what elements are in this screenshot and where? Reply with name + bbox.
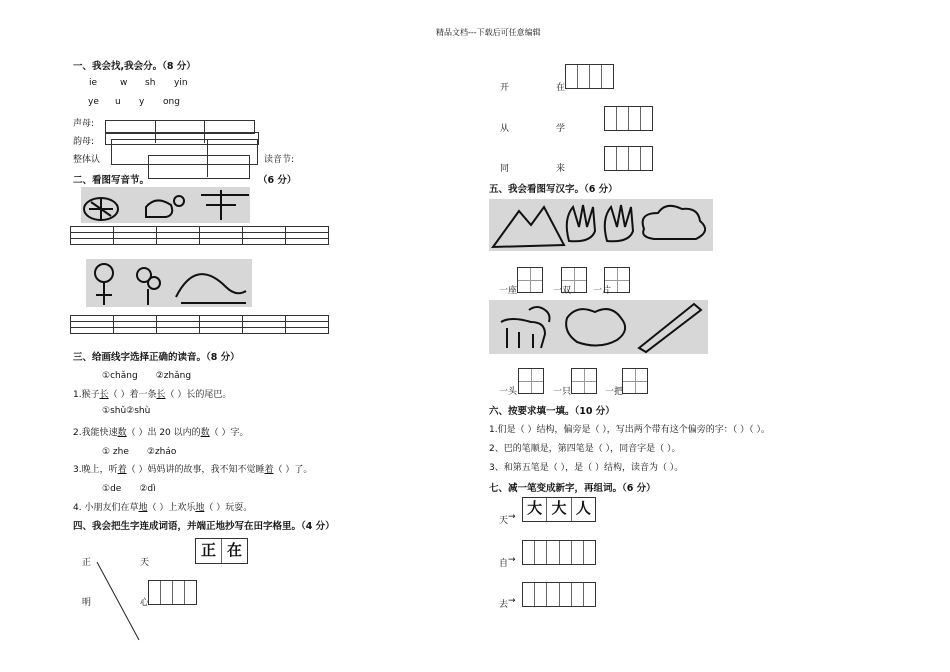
r-write-grid[interactable] [604,106,653,131]
r-word[interactable]: 在 [556,83,566,93]
s7-answer-box [522,497,596,522]
flowers-drawing [86,259,252,307]
s5-label: 一头 [499,387,518,397]
s4-word[interactable]: 正 [82,558,92,568]
s3-question-2: 2.我能快速数（ ）出 20 以内的数（ ）字。 [73,428,249,438]
s1-item: ong [163,97,180,107]
s3-question-3: 3.晚上，听着（ ）妈妈讲的故事，我不知不觉睡着（ ）了。 [73,465,313,475]
s1-item: ie [89,78,98,88]
divider [155,120,156,132]
section5-title: 五、我会看图写汉字。（6 分） [489,184,618,195]
box-char: 正 [196,539,222,563]
section3-title: 三、给画线字选择正确的读音。（8 分） [73,352,240,363]
s1-item: y [139,97,145,107]
arrow-icon: → [508,512,516,522]
tian-grid[interactable] [571,368,597,394]
animals-image [81,187,250,223]
s3-options-3: ① zhe ②zháo [102,447,177,457]
s7-char: 自 [499,559,509,569]
r-word[interactable]: 从 [500,124,510,134]
tian-grid[interactable] [561,267,587,293]
r-write-grid[interactable] [565,64,614,89]
box-char: 人 [575,499,591,517]
box-char: 大 [523,498,547,521]
s5-label: 一把 [605,387,624,397]
r-word[interactable]: 学 [556,124,566,134]
page-header: 精品文档---下载后可任意编辑 [436,28,541,37]
s6-question-2: 2、巴的笔顺是，第四笔是（ ），同音字是（ ）。 [489,444,681,454]
s4-word[interactable]: 天 [140,558,150,568]
box-char: 在 [226,541,242,559]
r-word[interactable]: 开 [500,83,510,93]
s4-answer-box [195,538,248,564]
mountain-hands-cloud-drawing [489,199,713,251]
arrow-icon: → [508,596,516,606]
ox-sheep-ruler-drawing [489,300,708,354]
s1-item: yin [174,78,188,88]
s3-options-2: ①shǔ②shù [102,406,151,416]
flowers-image [86,259,252,307]
animals-ruler-image [489,300,708,354]
s3-options-1: ①chǎng ②zhǎng [102,371,192,381]
pinyin-grid-1[interactable] [70,226,329,245]
s7-write-grid[interactable] [522,582,596,607]
s3-question-1: 1.猴子长（ ）着一条长（ ）长的尾巴。 [73,390,232,400]
landscape-image [489,199,713,251]
divider [207,139,208,177]
connect-line [95,560,145,642]
r-word[interactable]: 同 [500,164,510,174]
s3-question-4: 4. 小朋友们在草地（ ）上欢乐地（ ）玩耍。 [73,503,253,513]
box-char: 大 [547,498,571,521]
dupin-label: 读音节: [264,155,295,165]
s5-label: 一片 [593,286,612,296]
animals-drawing [81,187,250,223]
s6-question-1: 1.们是（ ）结构，偏旁是（ ），写出两个带有这个偏旁的字：（ ）（ ）。 [489,425,771,435]
tian-grid[interactable] [604,267,630,293]
s1-item: w [120,78,128,88]
s5-label: 一双 [553,286,572,296]
s4-word[interactable]: 明 [82,598,92,608]
zhengti-label: 整体认 [73,155,101,165]
s1-item: ye [88,97,99,107]
arrow-icon: → [508,555,516,565]
tian-grid[interactable] [622,368,648,394]
tian-grid[interactable] [518,368,544,394]
s7-write-grid[interactable] [522,540,596,565]
r-word[interactable]: 来 [556,164,566,174]
s7-char: 去 [499,600,509,610]
divider [204,120,205,132]
s1-item: sh [145,78,156,88]
tian-grid[interactable] [517,267,543,293]
section2-title: 二、看图写音节。 [73,175,150,186]
s5-label: 一座 [499,286,518,296]
s6-question-3: 3、和第五笔是（ ），是（ ）结构，读音为（ ）。 [489,463,684,473]
shengmu-label: 声母: [73,119,95,129]
section6-title: 六、按要求填一填。（10 分） [489,406,615,417]
s7-char: 天 [499,516,509,526]
s4-word[interactable]: 心 [140,598,150,608]
section2-score: （6 分） [258,175,297,186]
section7-title: 七、减一笔变成新字，再组词。（6 分） [489,483,656,494]
zhengti-box-2[interactable] [148,155,250,179]
s1-item: u [115,97,121,107]
section1-title: 一、我会找,我会分。（8 分） [73,61,196,72]
section4-title: 四、我会把生字连成词语，并端正地抄写在田字格里。（4 分） [73,521,335,532]
yunmu-label: 韵母: [73,137,95,147]
s5-label: 一只 [553,387,572,397]
s4-write-grid[interactable] [148,580,197,605]
r-write-grid[interactable] [604,146,653,171]
pinyin-grid-2[interactable] [70,315,329,334]
s3-options-4: ①de ②dì [102,484,156,494]
